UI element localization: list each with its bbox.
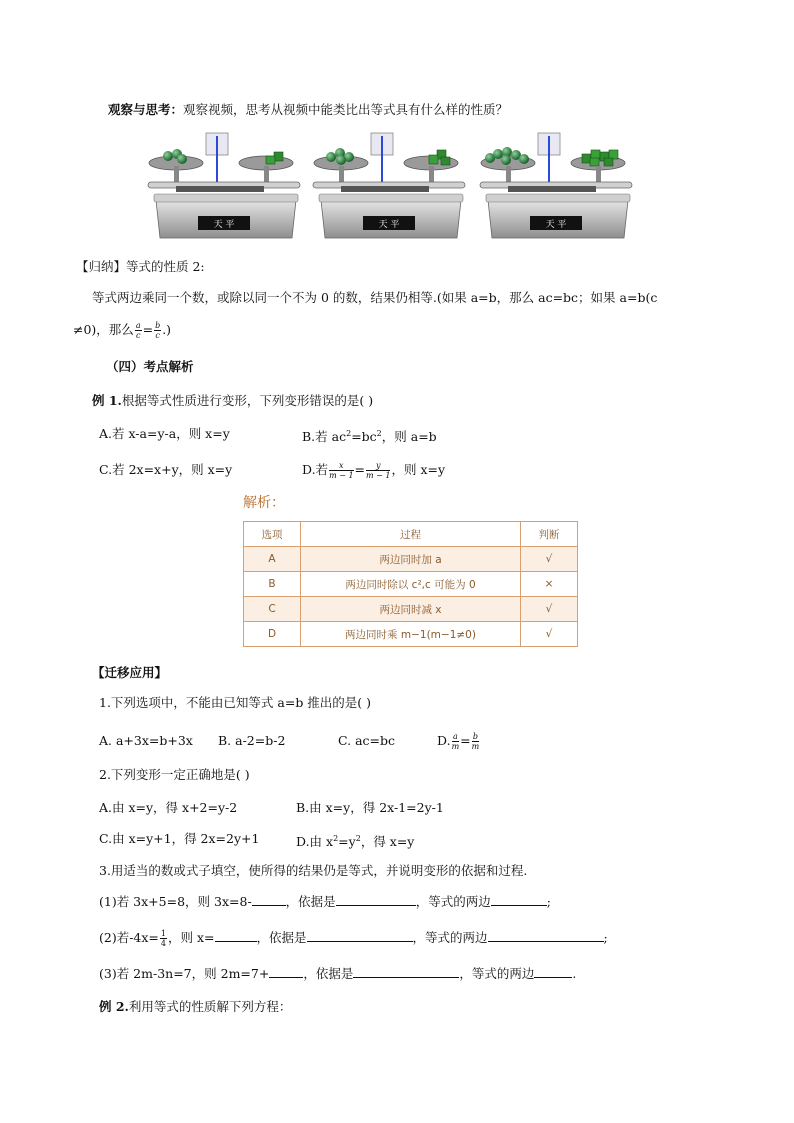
example-1-question: 例 1.根据等式性质进行变形，下列变形错误的是( ) — [92, 393, 374, 408]
question-1-option-d: D. $\frac{a}{m}$ = $\frac{b}{m}$ — [437, 732, 480, 751]
scale-sign: 天 平 — [378, 220, 400, 230]
question-1-option-b: B. a-2=b-2 — [218, 733, 286, 748]
balance-scale-2 — [311, 130, 471, 245]
question-2-option-a: A.由 x=y，得 x+2=y-2 — [99, 800, 238, 815]
answer-blank[interactable] — [491, 893, 547, 906]
migrate-heading: 【迁移应用】 — [92, 665, 168, 680]
scale-sign: 天 平 — [545, 220, 567, 230]
analysis-title: 解析： — [243, 495, 285, 511]
observe-line — [108, 101, 508, 119]
table-row: D 两边同时乘 m−1(m−1≠0) √ — [244, 622, 578, 647]
example-1-option-b: B.若 $ac^2=bc^2$，则 a=b — [302, 429, 437, 445]
example-1-option-c: C.若 2x=x+y，则 x=y — [99, 462, 233, 477]
question-1-text: 1.下列选项中，不能由已知等式 a=b 推出的是( ) — [99, 695, 372, 710]
observe-text: 观察视频，思考从视频中能类比出等式具有什么样的性质？ — [183, 102, 509, 117]
answer-blank[interactable] — [488, 929, 604, 942]
observe-label: 观察与思考： — [108, 102, 184, 117]
question-2-text: 2.下列变形一定正确地是( ) — [99, 767, 250, 782]
question-3-part-2: (2)若-4x= $\frac{1}{4}$ ，则 x= ，依据是 ，等式的两边 ; — [99, 929, 608, 948]
question-3-part-3: (3)若 2m-3n=7，则 2m=7+ ，依据是 ，等式的两边 . — [99, 966, 577, 981]
balance-scale-1 — [146, 130, 306, 245]
example-1-option-d: D.若 $\frac{x}{m - 1}$ = $\frac{y}{m - 1}$ ，则 x=y — [302, 461, 446, 480]
header-judge: 判断 — [521, 522, 578, 547]
question-1-option-c: C. ac=bc — [338, 733, 395, 748]
question-3-text: 3.用适当的数或式子填空，使所得的结果仍是等式，并说明变形的依据和过程. — [99, 863, 528, 878]
answer-blank[interactable] — [307, 929, 413, 942]
question-1-option-a: A. a+3x=b+3x — [99, 733, 193, 748]
fraction: $\frac{b}{c}$ — [155, 321, 161, 340]
question-2-option-c: C.由 x=y+1，得 2x=2y+1 — [99, 831, 260, 846]
table-row: C 两边同时减 x √ — [244, 597, 578, 622]
balance-scale-3 — [478, 130, 638, 245]
answer-blank[interactable] — [534, 965, 572, 978]
section-4-heading: （四）考点解析 — [106, 359, 194, 374]
summary-heading: 【归纳】等式的性质 2: — [76, 259, 205, 274]
scale-sign: 天 平 — [213, 220, 235, 230]
answer-blank[interactable] — [215, 929, 257, 942]
summary-line-1: 等式两边乘同一个数，或除以同一个不为 0 的数，结果仍相等.(如果 a=b，那么 ac=bc；如果 a=b(c — [92, 290, 658, 305]
summary-line-2: ≠0)，那么 $\frac{a}{c}$ = $\frac{b}{c}$ .) — [73, 321, 172, 340]
question-3-part-1: (1)若 3x+5=8，则 3x=8- ，依据是 ，等式的两边 ; — [99, 894, 551, 909]
question-2-option-b: B.由 x=y，得 2x-1=2y-1 — [296, 800, 444, 815]
header-process: 过程 — [301, 522, 521, 547]
table-header-row — [244, 522, 578, 547]
answer-blank[interactable] — [336, 893, 416, 906]
example-2-text: 例 2.利用等式的性质解下列方程： — [99, 999, 292, 1014]
table-row: A 两边同时加 a √ — [244, 547, 578, 572]
table-row: B 两边同时除以 c²,c 可能为 0 × — [244, 572, 578, 597]
answer-blank[interactable] — [269, 965, 303, 978]
example-1-option-a: A.若 x-a=y-a，则 x=y — [99, 426, 230, 441]
analysis-table — [243, 521, 578, 647]
answer-blank[interactable] — [353, 965, 459, 978]
question-2-option-d: D.由 $x^2=y^2$，得 x=y — [296, 834, 415, 850]
fraction: $\frac{a}{c}$ — [135, 321, 141, 340]
header-option: 选项 — [244, 522, 301, 547]
answer-blank[interactable] — [252, 893, 286, 906]
